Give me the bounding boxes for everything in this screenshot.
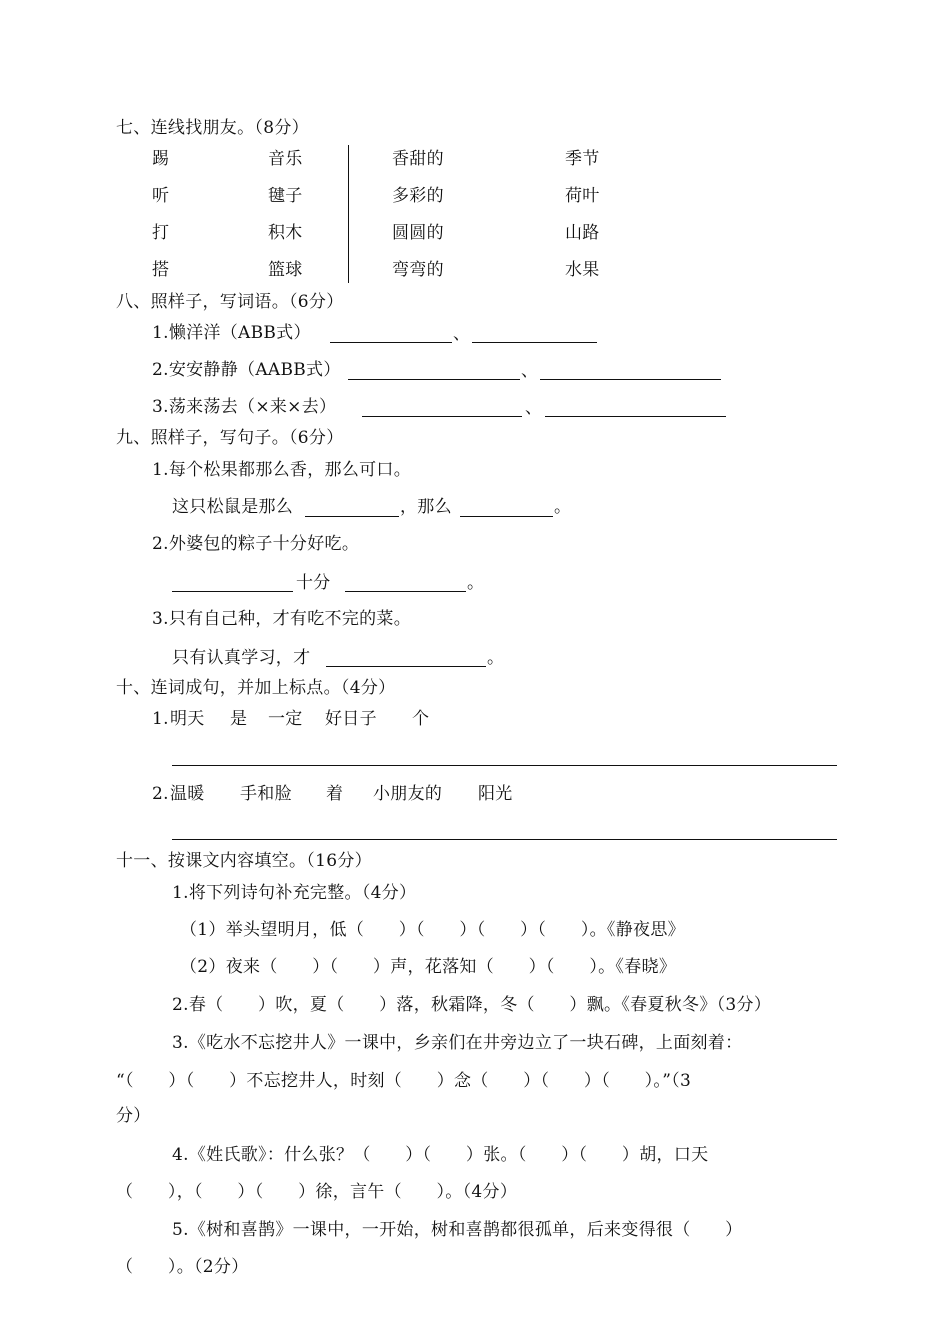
- poem-line-1: （1）举头望明月，低（ ）（ ）（ ）（ ）。《静夜思》: [180, 920, 685, 940]
- question-4: 4.《姓氏歌》：什么张？（ ）（ ）张。（ ）（ ）胡，口天: [172, 1145, 709, 1165]
- answer-blank[interactable]: [172, 591, 293, 592]
- scrambled-word: 温暖: [170, 784, 205, 804]
- separator: 、: [525, 398, 543, 418]
- answer-blank[interactable]: [345, 591, 466, 592]
- match-verb: 搭: [152, 260, 170, 280]
- match-noun: 音乐: [268, 149, 303, 169]
- word-prompt-3: 3.荡来荡去（×来×去）: [152, 397, 337, 417]
- question-3-cont: “（ ）（ ）不忘挖井人，时刻（ ）念（ ）（ ）（ ）。”（3: [116, 1071, 692, 1091]
- answer-blank[interactable]: [540, 379, 721, 380]
- sentence-end: 。: [554, 497, 572, 517]
- word-group-label: 1.: [152, 709, 169, 729]
- match-object: 荷叶: [565, 186, 600, 206]
- match-adjective: 圆圆的: [392, 223, 444, 243]
- scrambled-word: 好日子: [325, 709, 377, 729]
- answer-blank[interactable]: [305, 516, 399, 517]
- scrambled-word: 是: [230, 709, 248, 729]
- match-noun: 毽子: [268, 186, 303, 206]
- question-4-cont: （ ），（ ）（ ）徐，言午（ ）。（4分）: [116, 1182, 518, 1202]
- answer-line[interactable]: [172, 765, 837, 766]
- match-noun: 积木: [268, 223, 303, 243]
- answer-blank[interactable]: [545, 416, 726, 417]
- example-sentence-3: 3.只有自己种，才有吃不完的菜。: [152, 609, 412, 629]
- column-divider: [348, 145, 349, 283]
- scrambled-word: 明天: [170, 709, 205, 729]
- sentence-middle: 十分: [296, 573, 331, 593]
- match-verb: 听: [152, 186, 170, 206]
- question-1: 1.将下列诗句补充完整。（4分）: [172, 883, 417, 903]
- match-object: 山路: [565, 223, 600, 243]
- sentence-prefix: 只有认真学习，才: [172, 648, 311, 668]
- sentence-prefix: 这只松鼠是那么: [172, 497, 294, 517]
- answer-blank[interactable]: [348, 379, 520, 380]
- match-object: 水果: [565, 260, 600, 280]
- match-verb: 踢: [152, 149, 170, 169]
- section-9-title: 九、照样子，写句子。（6分）: [116, 428, 344, 448]
- scrambled-word: 手和脸: [240, 784, 292, 804]
- match-object: 季节: [565, 149, 600, 169]
- scrambled-word: 一定: [268, 709, 303, 729]
- separator: 、: [453, 324, 471, 344]
- word-group-label: 2.: [152, 784, 169, 804]
- question-2: 2.春（ ）吹，夏（ ）落，秋霜降，冬（ ）飘。《春夏秋冬》（3分）: [172, 995, 772, 1015]
- match-adjective: 弯弯的: [392, 260, 444, 280]
- example-sentence-1: 1.每个松果都那么香，那么可口。: [152, 460, 412, 480]
- sentence-middle: ，那么: [400, 497, 452, 517]
- scrambled-word: 阳光: [478, 784, 513, 804]
- sentence-end: 。: [467, 573, 485, 593]
- match-adjective: 多彩的: [392, 186, 444, 206]
- section-7-title: 七、连线找朋友。（8分）: [116, 118, 309, 138]
- word-prompt-1: 1.懒洋洋（ABB式）: [152, 323, 311, 343]
- question-5-cont: （ ）。（2分）: [116, 1257, 249, 1277]
- section-10-title: 十、连词成句，并加上标点。（4分）: [116, 678, 396, 698]
- scrambled-word: 着: [326, 784, 344, 804]
- section-8-title: 八、照样子，写词语。（6分）: [116, 292, 344, 312]
- answer-blank[interactable]: [362, 416, 522, 417]
- poem-line-2: （2）夜来（ ）（ ）声，花落知（ ）（ ）。《春晓》: [180, 957, 677, 977]
- question-3: 3.《吃水不忘挖井人》一课中，乡亲们在井旁边立了一块石碑，上面刻着：: [172, 1033, 743, 1053]
- answer-blank[interactable]: [460, 516, 553, 517]
- answer-blank[interactable]: [330, 342, 452, 343]
- section-11-title: 十一、按课文内容填空。（16分）: [116, 851, 372, 871]
- answer-blank[interactable]: [472, 342, 597, 343]
- sentence-end: 。: [487, 648, 505, 668]
- word-prompt-2: 2.安安静静（AABB式）: [152, 360, 341, 380]
- match-noun: 篮球: [268, 260, 303, 280]
- match-verb: 打: [152, 223, 170, 243]
- separator: 、: [521, 361, 539, 381]
- answer-blank[interactable]: [326, 666, 486, 667]
- question-3-cont: 分）: [116, 1106, 151, 1126]
- question-5: 5.《树和喜鹊》一课中，一开始，树和喜鹊都很孤单，后来变得很（ ）: [172, 1220, 743, 1240]
- example-sentence-2: 2.外婆包的粽子十分好吃。: [152, 534, 360, 554]
- answer-line[interactable]: [172, 839, 837, 840]
- scrambled-word: 个: [412, 709, 430, 729]
- scrambled-word: 小朋友的: [373, 784, 443, 804]
- match-adjective: 香甜的: [392, 149, 444, 169]
